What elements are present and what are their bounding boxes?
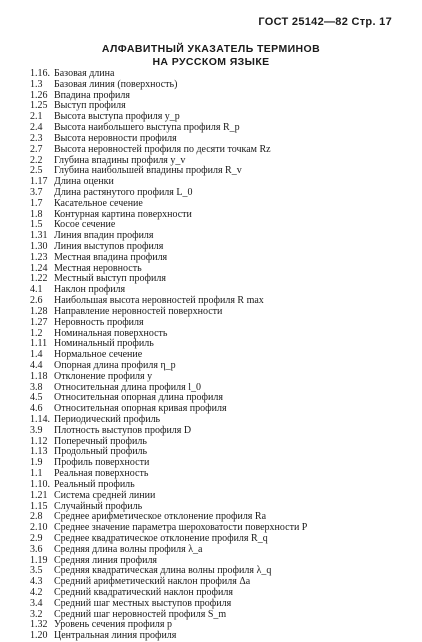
entry-number: 1.11 [30, 338, 48, 350]
entry-term: Высота неровностей профиля по десяти точкам Rz [54, 143, 271, 155]
entry-number: 1.10. [30, 478, 50, 490]
entry-number: 1.27 [30, 316, 48, 328]
entry-number: 4.1 [30, 284, 43, 296]
index-entry [30, 253, 410, 264]
entry-term: Местная неровность [54, 262, 142, 274]
entry-number: 1.19 [30, 554, 48, 566]
entry-term: Средний шаг местных выступов профиля [54, 597, 232, 609]
entry-term: Поперечный профиль [54, 435, 147, 447]
entry-term: Выступ профиля [54, 100, 126, 112]
entry-number: 1.13 [30, 446, 48, 458]
entry-term: Высота выступа профиля y_p [54, 111, 180, 123]
entry-term: Впадина профиля [54, 89, 130, 101]
entry-number: 2.10 [30, 522, 48, 534]
entry-term: Базовая линия (поверхность) [54, 78, 178, 90]
entry-term: Профиль поверхности [54, 457, 150, 469]
entry-number: 2.2 [30, 154, 43, 166]
entry-number: 1.8 [30, 208, 43, 220]
entry-term: Продольный профиль [54, 446, 148, 458]
entry-term: Центральная линия профиля [54, 630, 177, 642]
entry-number: 3.4 [30, 597, 43, 609]
entry-number: 1.30 [30, 241, 48, 252]
entry-term: Неровность профиля [54, 316, 144, 328]
entry-term: Контурная картина поверхности [54, 208, 192, 220]
entry-number: 2.3 [30, 132, 43, 144]
entry-term: Номинальная поверхность [54, 327, 168, 339]
entry-number: 2.8 [30, 511, 43, 523]
entry-term: Уровень сечения профиля p [54, 619, 173, 631]
entry-term: Среднее квадратическое отклонение профиля R_q [54, 532, 268, 544]
entry-term: Средний квадратический наклон профиля [54, 587, 233, 598]
entry-number: 3.8 [30, 381, 43, 393]
entry-term: Система средней линии [54, 489, 156, 501]
entry-number: 2.7 [30, 143, 43, 155]
index-entry [30, 491, 410, 502]
entry-number: 1.14. [30, 414, 50, 425]
entry-term: Номинальный профиль [54, 338, 154, 350]
index-entry [30, 318, 410, 329]
term-index-list [30, 69, 410, 642]
entry-number: 1.5 [30, 219, 43, 231]
entry-term: Длина растянутого профиля L_0 [54, 186, 193, 198]
entry-term: Наибольшая высота неровностей профиля R max [54, 295, 264, 307]
entry-term: Среднее арифметическое отклонение профиля Ra [54, 511, 267, 523]
entry-number: 2.5 [30, 165, 43, 177]
entry-number: 3.7 [30, 186, 43, 198]
entry-number: 1.7 [30, 197, 43, 209]
entry-term: Длина оценки [54, 176, 114, 188]
index-entry [30, 545, 410, 556]
index-entry [30, 80, 410, 91]
entry-number: 1.32 [30, 619, 48, 631]
index-subtitle: НА РУССКОМ ЯЗЫКЕ [152, 56, 270, 68]
entry-term: Линия впадин профиля [54, 230, 154, 242]
entry-term: Наклон профиля [54, 284, 126, 296]
entry-term: Средняя квадратическая длина волны профиля λ_q [54, 565, 272, 577]
entry-number: 1.21 [30, 489, 48, 501]
entry-term: Глубина впадины профиля y_v [54, 154, 186, 166]
entry-term: Периодический профиль [54, 414, 161, 425]
entry-number: 4.5 [30, 392, 43, 404]
entry-number: 1.9 [30, 457, 43, 469]
entry-term: Высота неровности профиля [54, 132, 177, 144]
index-entry [30, 620, 410, 631]
entry-number: 2.4 [30, 122, 43, 134]
entry-term: Реальный профиль [54, 478, 135, 490]
entry-number: 4.4 [30, 359, 43, 371]
entry-term: Относительная длина профиля l_0 [54, 381, 202, 393]
entry-number: 3.9 [30, 424, 43, 436]
index-entry [30, 599, 410, 610]
entry-term: Нормальное сечение [54, 349, 143, 361]
index-entry [30, 426, 410, 437]
entry-number: 4.3 [30, 576, 43, 588]
entry-number: 1.24 [30, 262, 48, 274]
entry-term: Относительная опорная длина профиля [54, 392, 223, 404]
entry-number: 1.16. [30, 68, 50, 79]
entry-number: 3.6 [30, 543, 43, 555]
entry-number: 2.9 [30, 532, 43, 544]
entry-term: Направление неровностей поверхности [54, 305, 223, 317]
entry-term: Плотность выступов профиля D [54, 424, 192, 436]
entry-number: 1.2 [30, 327, 43, 339]
entry-number: 1.15 [30, 500, 48, 512]
entry-term: Касательное сечение [54, 197, 143, 209]
entry-term: Глубина наибольшей впадины профиля R_v [54, 165, 242, 177]
entry-number: 1.17 [30, 176, 48, 188]
entry-number: 1.3 [30, 78, 43, 90]
entry-number: 1.20 [30, 630, 48, 642]
index-entry [30, 372, 410, 383]
entry-number: 3.2 [30, 608, 43, 620]
entry-number: 2.1 [30, 111, 43, 123]
entry-term: Опорная длина профиля η_p [54, 359, 176, 371]
entry-number: 1.25 [30, 100, 48, 112]
page-header: ГОСТ 25142—82 Стр. 17 [258, 16, 392, 28]
entry-term: Случайный профиль [54, 500, 143, 512]
entry-term: Базовая длина [54, 68, 115, 79]
entry-term: Линия выступов профиля [54, 241, 164, 252]
entry-term: Относительная опорная кривая профиля [54, 403, 227, 415]
entry-term: Косое сечение [54, 219, 116, 231]
entry-term: Средняя длина волны профиля λ_a [54, 543, 203, 555]
entry-number: 1.1 [30, 468, 43, 480]
entry-number: 1.4 [30, 349, 43, 361]
entry-term: Средняя линия профиля [54, 554, 158, 566]
entry-term: Высота наибольшего выступа профиля R_p [54, 122, 240, 134]
entry-number: 4.2 [30, 587, 43, 598]
entry-term: Реальная поверхность [54, 468, 149, 480]
entry-term: Местная впадина профиля [54, 251, 168, 263]
entry-number: 2.6 [30, 295, 43, 307]
entry-number: 4.6 [30, 403, 43, 415]
entry-number: 1.18 [30, 370, 48, 382]
entry-number: 3.5 [30, 565, 43, 577]
entry-term: Средний шаг неровностей профиля S_m [54, 608, 227, 620]
index-entry [30, 631, 410, 642]
index-entry [30, 199, 410, 210]
entry-number: 1.28 [30, 305, 48, 317]
index-title: АЛФАВИТНЫЙ УКАЗАТЕЛЬ ТЕРМИНОВ [101, 43, 321, 55]
entry-term: Среднее значение параметра шероховатости поверхности P [54, 522, 308, 534]
index-entry [30, 145, 410, 156]
entry-number: 1.31 [30, 230, 48, 242]
entry-number: 1.26 [30, 89, 48, 101]
entry-term: Отклонение профиля y [54, 370, 153, 382]
entry-term: Местный выступ профиля [54, 273, 166, 285]
entry-number: 1.22 [30, 273, 48, 285]
entry-term: Средний арифметический наклон профиля Δa [54, 576, 251, 588]
entry-number: 1.12 [30, 435, 48, 447]
entry-number: 1.23 [30, 251, 48, 263]
